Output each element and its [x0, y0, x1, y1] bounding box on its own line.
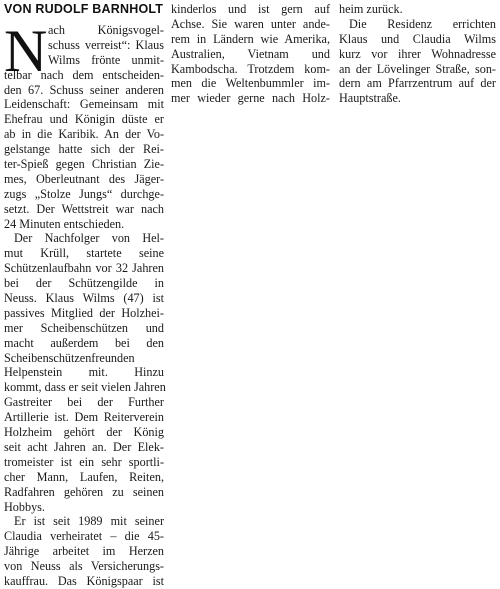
text-line: kinderlos und ist gern auf: [171, 2, 330, 16]
article-column-1: [4, 23, 164, 589]
text-line: cher Mann, Laufen, Reiten,: [4, 469, 164, 484]
text-line: bei der Schützengilde in: [4, 276, 164, 291]
text-line: Neuss. Klaus Wilms (47) ist: [4, 291, 164, 306]
text-line: kommt, dass er seit vielen Jahren: [4, 380, 166, 395]
text-line: kauffrau. Das Königspaar ist: [4, 573, 164, 588]
text-line: Achse. Sie waren unter ande-: [171, 16, 330, 31]
text-line: ach Königsvogel-: [48, 23, 164, 37]
text-line: Klaus und Claudia Wilms: [339, 31, 496, 46]
text-line: schuss verreist“: Klaus: [48, 37, 164, 52]
text-line: Schützenlaufbahn vor 32 Jahren: [4, 261, 164, 276]
text-line: den 67. Schuss seiner anderen: [4, 82, 164, 97]
text-line: Die Residenz errichten: [349, 16, 496, 31]
text-line: ab in die Karibik. An der Vo-: [4, 127, 164, 142]
text-line: Hobbys.: [4, 499, 45, 514]
text-line: Leidenschaft: Gemeinsam mit: [4, 97, 164, 112]
byline: VON RUDOLF BARNHOLT: [4, 2, 164, 16]
text-line: von Neuss als Versicherungs-: [4, 559, 164, 574]
text-line: mes, Oberleutnant des Jäger-: [4, 171, 164, 186]
text-line: Claudia verheiratet – die 45-: [4, 529, 164, 544]
text-line: Der Nachfolger von Hel-: [14, 231, 164, 246]
text-line: mer Scheibenschützen und: [4, 320, 164, 335]
text-line: seit acht Jahren an. Der Elek-: [4, 439, 164, 454]
text-line: passives Mitglied der Holzhei-: [4, 305, 164, 320]
text-line: tromeister ist ein sehr sportli-: [4, 454, 164, 469]
text-line: mut Krüll, startete seine: [4, 246, 164, 261]
text-line: Holzheim gehört der König: [4, 425, 164, 440]
drop-cap-letter: N: [4, 18, 48, 84]
text-line: Er ist seit 1989 mit seiner: [14, 514, 164, 529]
text-line: Wilms frönte unmit-: [48, 52, 164, 67]
article-column-3: [339, 2, 496, 106]
text-line: Gastreiter bei der Further: [4, 395, 164, 410]
text-line: Scheibenschützenfreunden: [4, 350, 135, 365]
text-line: Helpenstein mit. Hinzu: [4, 365, 164, 380]
text-line: Jährige arbeitet im Herzen: [4, 544, 164, 559]
text-line: 24 Minuten entschieden.: [4, 216, 125, 231]
text-line: an der Lövelinger Straße, son-: [339, 61, 496, 76]
text-line: rem in Ländern wie Amerika,: [171, 31, 330, 46]
text-line: Australien, Vietnam und: [171, 46, 330, 61]
article-column-2: [171, 2, 330, 106]
text-line: zugs „Stolze Jungs“ durchge-: [4, 186, 164, 201]
text-line: men die Weltenbummler im-: [171, 76, 330, 91]
text-line: macht außerdem bei den: [4, 335, 164, 350]
text-line: Kambodscha. Trotzdem kom-: [171, 61, 330, 76]
text-line: setzt. Der Wettstreit war nach: [4, 201, 164, 216]
text-line: telbar nach dem entscheiden-: [4, 67, 164, 82]
text-line: Hauptstraße.: [339, 91, 401, 106]
text-line: heim zurück.: [339, 2, 403, 16]
text-line: Artillerie ist. Dem Reiterverein: [4, 410, 164, 425]
text-line: gelstange hatte sich der Rei-: [4, 142, 164, 157]
text-line: mer wieder gerne nach Holz-: [171, 91, 330, 106]
text-line: Ehefrau und Königin düste er: [4, 112, 164, 127]
text-line: ter-Spieß gegen Christian Zie-: [4, 157, 164, 172]
drop-cap-lines: [4, 23, 164, 68]
text-line: kurz vor ihrer Wohnadresse: [339, 46, 496, 61]
text-line: dern am Pfarrzentrum auf der: [339, 76, 496, 91]
text-line: Radfahren gehören zu seinen: [4, 484, 164, 499]
